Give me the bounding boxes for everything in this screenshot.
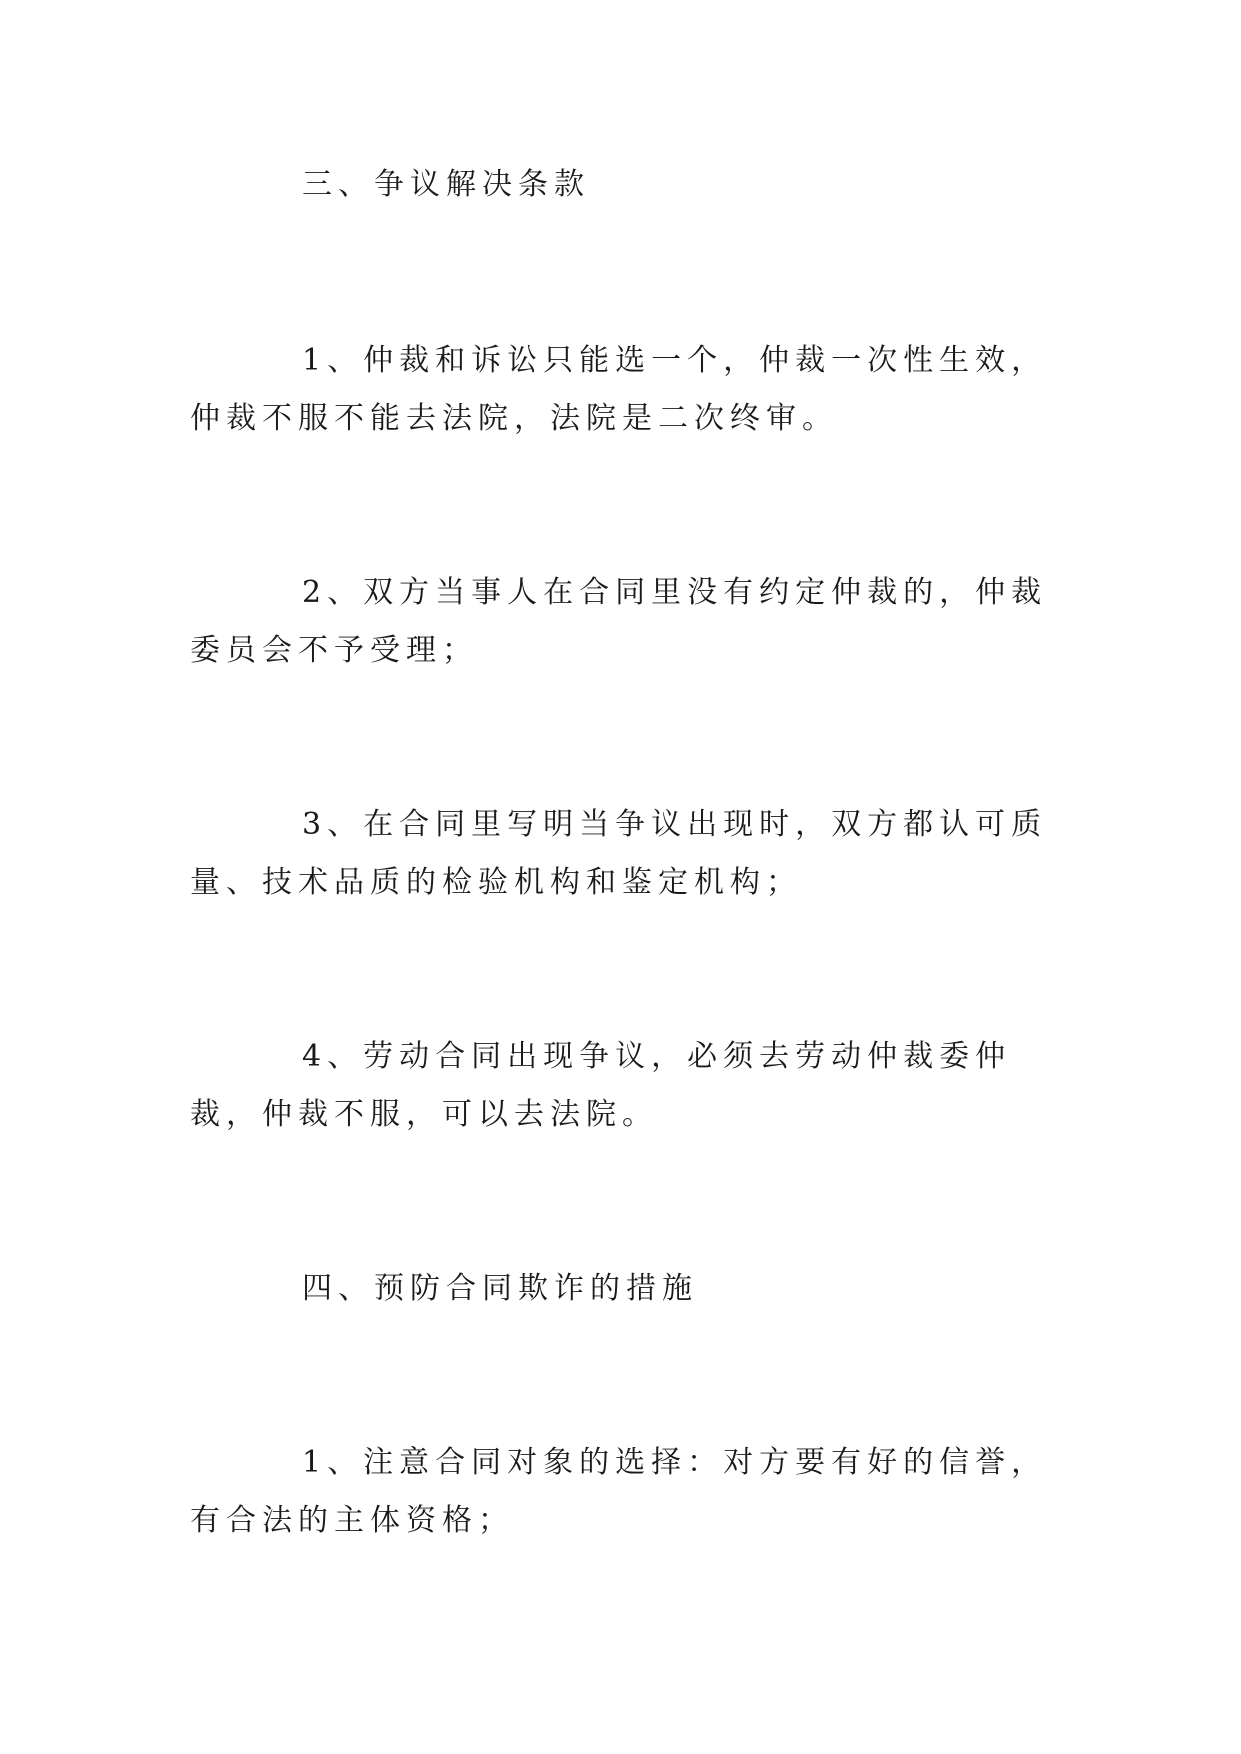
paragraph-no-arbitration-agreement: 2、双方当事人在合同里没有约定仲裁的，仲裁委员会不予受理； bbox=[190, 575, 1048, 668]
section-heading-dispute-resolution: 三、争议解决条款 bbox=[302, 167, 590, 202]
paragraph-contract-party-selection: 1、注意合同对象的选择：对方要有好的信誉，有合法的主体资格； bbox=[190, 1445, 1048, 1538]
paragraph-arbitration-or-litigation: 1、仲裁和诉讼只能选一个，仲裁一次性生效，仲裁不服不能去法院，法院是二次终审。 bbox=[190, 343, 1048, 436]
section-heading-fraud-prevention: 四、预防合同欺诈的措施 bbox=[302, 1271, 698, 1306]
paragraph-labor-contract-dispute: 4、劳动合同出现争议，必须去劳动仲裁委仲裁，仲裁不服，可以去法院。 bbox=[190, 1039, 1012, 1132]
paragraph-inspection-agencies: 3、在合同里写明当争议出现时，双方都认可质量、技术品质的检验机构和鉴定机构； bbox=[190, 807, 1048, 900]
